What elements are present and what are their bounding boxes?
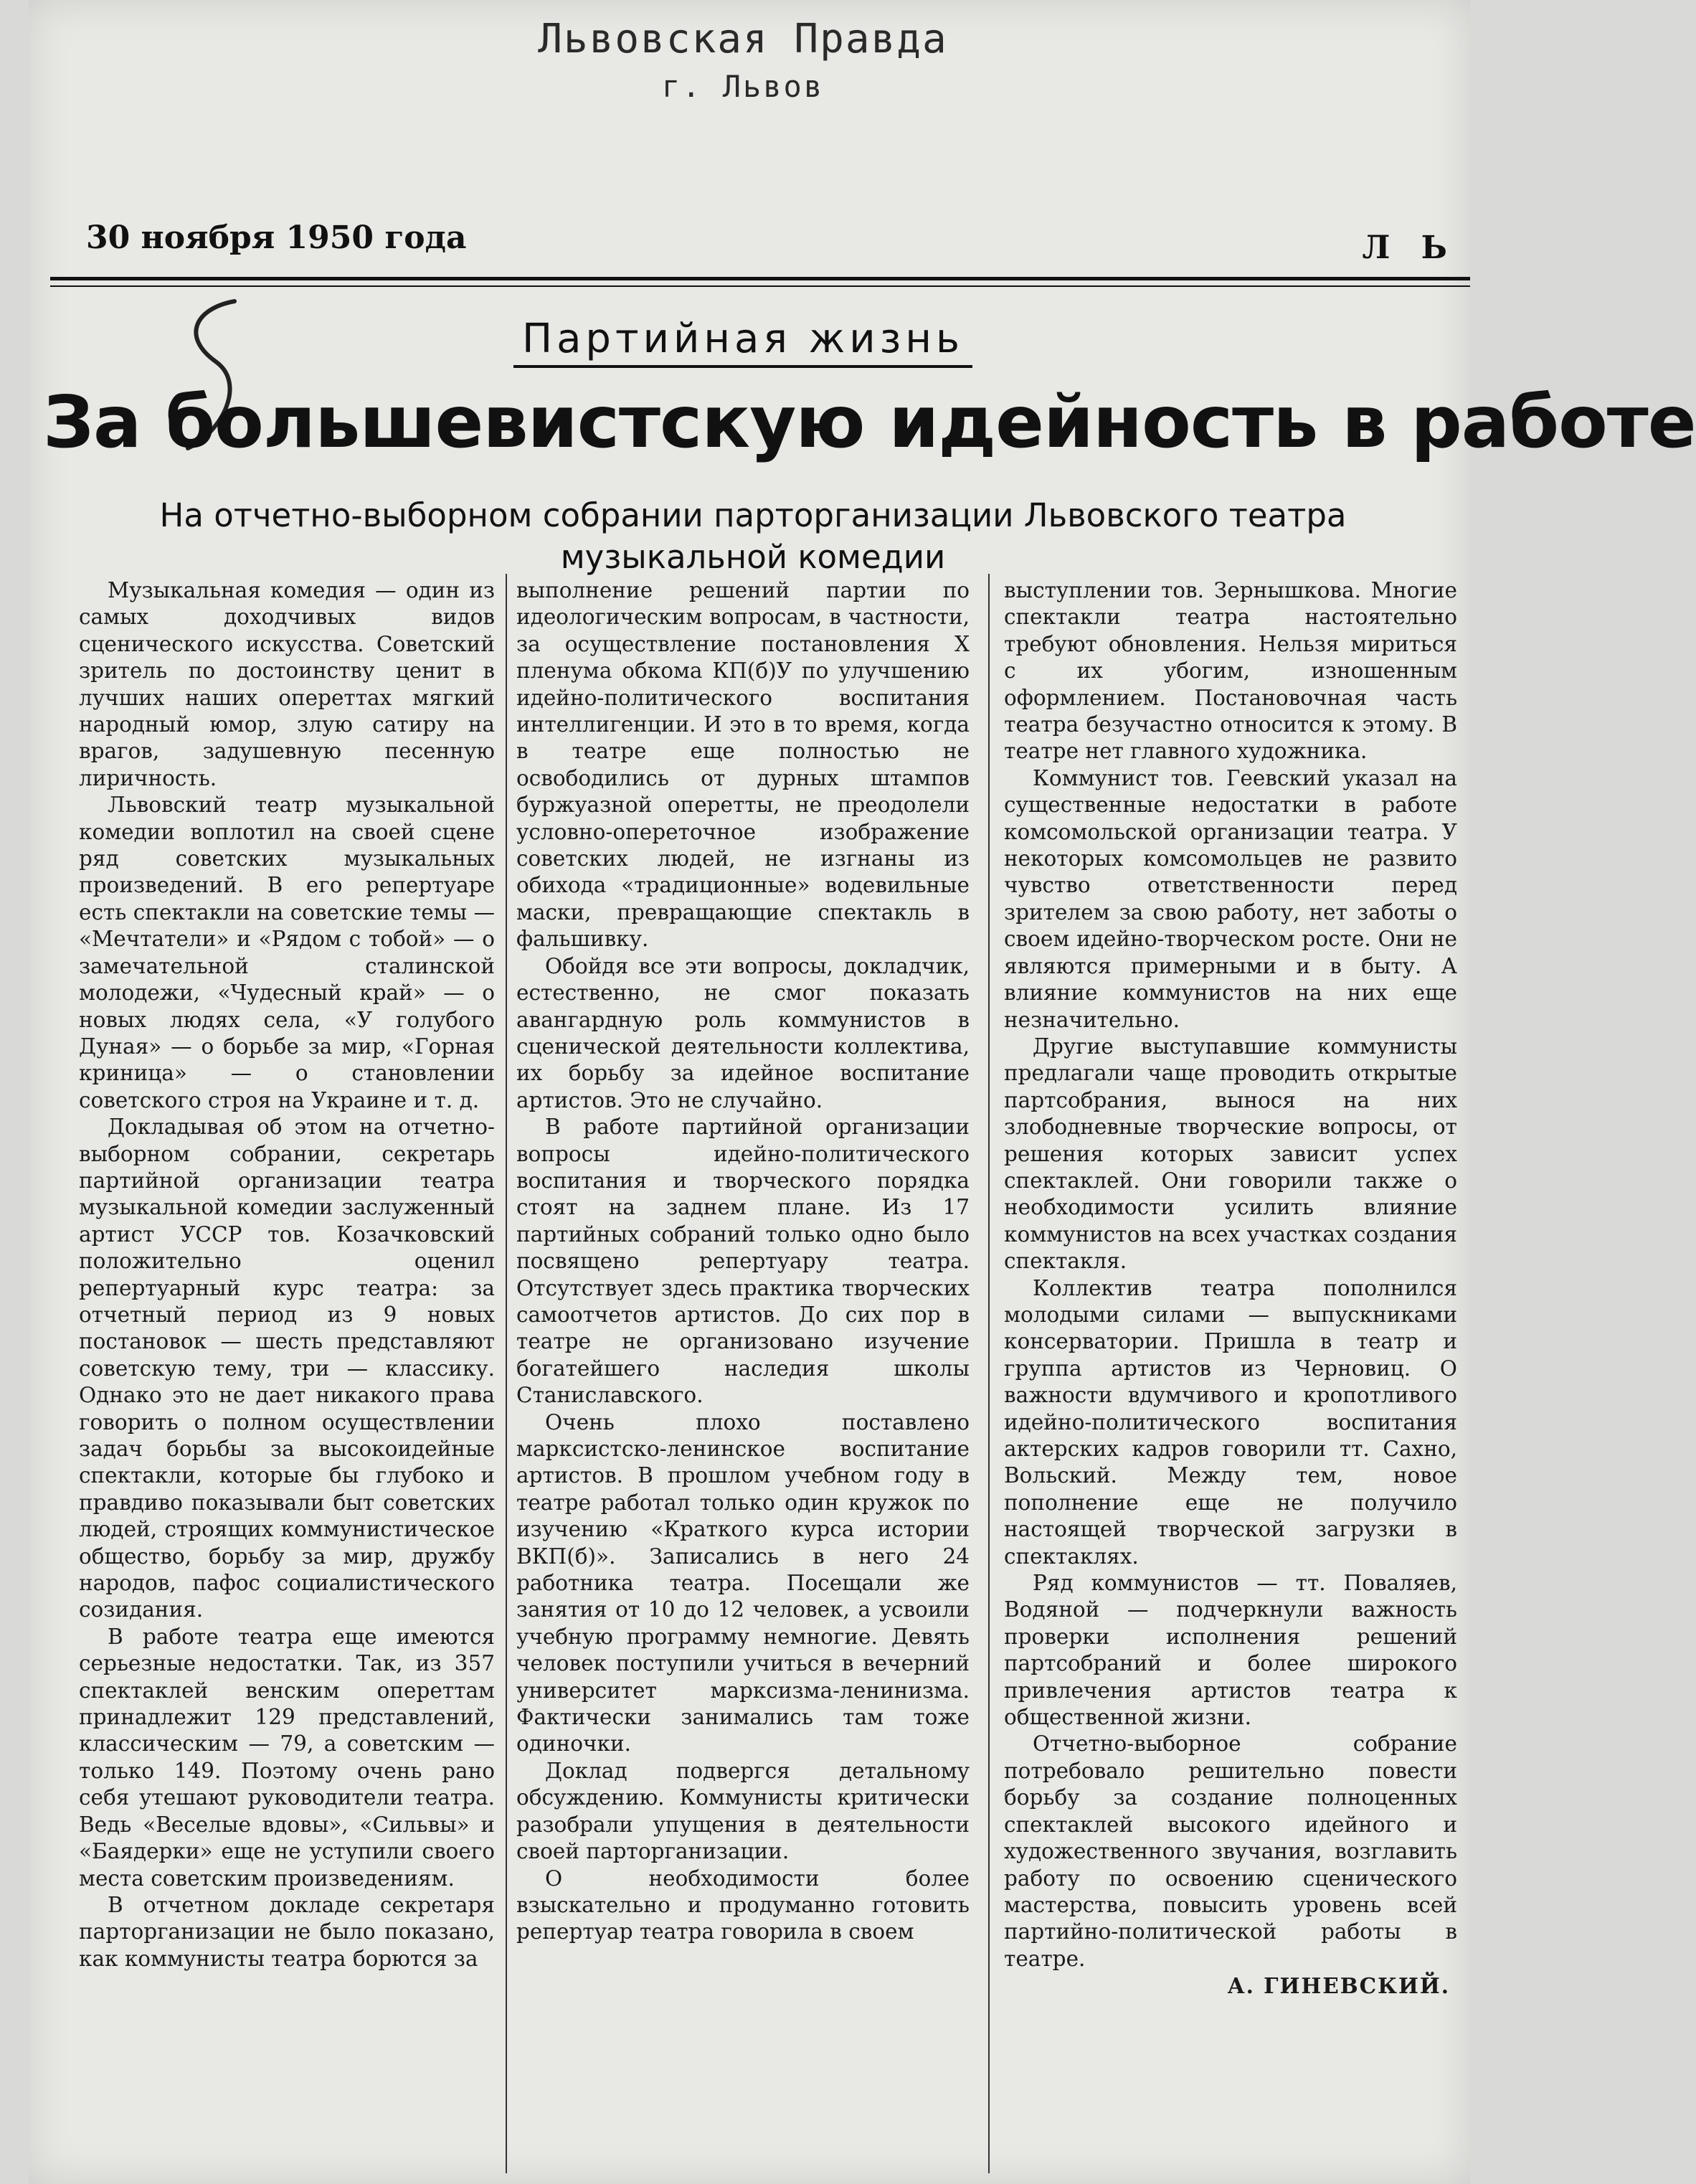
paragraph: Отчетно-выборное собрание потребовало решительно повести борьбу за создание полноценных спектаклей высокого идейного и художественного звучания, возглавить работу по освоению сценического мастерства, повысить уровень всей партийно-политической работы в театре.: [1004, 1731, 1457, 1971]
paragraph: Львовский театр музыкальной комедии воплотил на своей сцене ряд советских музыкальных произведений. В его репертуаре есть спектакли на советские темы — «Мечтатели» и «Рядом с тобой» — о замечательной сталинской молодежи, «Чудесный край» — о новых людях села, «У голубого Дуная» — о борьбе за мир, «Горная криница» — о становлении советского строя на Украине и т. д.: [79, 793, 495, 1112]
rubric-label: Партийная жизнь: [513, 316, 972, 368]
paragraph: Очень плохо поставлено марксистско-ленинское воспитание артистов. В прошлом учебном году в театре работал только один кружок по изучению «Краткого курса истории ВКП(б)». Записались в него 24 работника театра. Посещали же занятия от 10 до 12 человек, а усвоили учебную программу немногие. Девять человек поступили учиться в вечерний университет марксизма-ленинизма. Фактически занимались там тоже одиночки.: [516, 1409, 970, 1757]
paragraph: Ряд коммунистов — тт. Поваляев, Водяной — подчеркнули важность проверки исполнения решений партсобраний и более широкого привлечения артистов театра к общественной жизни.: [1004, 1571, 1457, 1730]
article-column-2: [516, 577, 970, 2166]
masthead-rule-thin: [50, 285, 1470, 287]
paragraph: Докладывая об этом на отчетно-выборном собрании, секретарь партийной организации театра музыкальной комедии заслуженный артист УССР тов. Козачковский положительно оценил репертуарный курс театра: за отчетный период из 9 новых постановок — шесть представляют советскую тему, три — классику. Однако это не дает никакого права говорить о полном осуществлении задач борьбы за высокоидейные спектакли, которые бы глубоко и правдиво показывали быт советских людей, строящих коммунистическое общество, борьбу за мир, дружбу народов, пафос социалистического созидания.: [79, 1115, 495, 1622]
article-headline: За большевистскую идейность в работе: [43, 380, 1696, 464]
paragraph: Другие выступавшие коммунисты предлагали чаще проводить открытые партсобрания, вынося на них злободневные творческие вопросы, от решения которых зависит успех спектаклей. Они говорили также о необходимости усилить влияние коммунистов на всех участках создания спектакля.: [1004, 1034, 1457, 1274]
paragraph: Коммунист тов. Геевский указал на существенные недостатки в работе комсомольской организации театра. У некоторых комсомольцев не развито чувство ответственности перед зрителем за свою работу, нет заботы о своем идейно-творческом росте. Они не являются примерными и в быту. А влияние коммунистов на них еще незначительно.: [1004, 765, 1457, 1032]
masthead-rule-thick: [50, 277, 1470, 280]
masthead-fragment: Л Ь: [1362, 230, 1457, 266]
paragraph: В отчетном докладе секретаря парторганизации не было показано, как коммунисты театра борются за: [79, 1892, 495, 1971]
section-rubric: [0, 316, 1486, 362]
paragraph: Доклад подвергся детальному обсуждению. Коммунисты критически разобрали упущения в деятельности своей парторганизации.: [516, 1758, 970, 1864]
column-divider: [506, 574, 507, 2173]
column-divider: [988, 574, 990, 2173]
article-subheadline: На отчетно-выборном собрании парторганизации Львовского театра музыкальной комедии: [159, 496, 1347, 576]
archive-stamp-newspaper: Львовская Правда: [538, 16, 948, 62]
paragraph: В работе театра еще имеются серьезные недостатки. Так, из 357 спектаклей венским опереттам принадлежит 129 представлений, классическим — 79, а советским — только 149. Поэтому очень рано себя утешают руководители театра. Ведь «Веселые вдовы», «Сильвы» и «Баядерки» еще не уступили своего места советским произведениям.: [79, 1624, 495, 1891]
issue-date: 30 ноября 1950 года: [86, 219, 467, 256]
archive-stamp-city: г. Львов: [661, 69, 825, 104]
paragraph: выступлении тов. Зернышкова. Многие спектакли театра настоятельно требуют обновления. Нельзя мириться с их убогим, изношенным оформлением. Постановочная часть театра безучастно относится к этому. В театре нет главного художника.: [1004, 578, 1457, 764]
article-column-1: [79, 577, 495, 2166]
paragraph: О необходимости более взыскательно и продуманно готовить репертуар театра говорила в своем: [516, 1866, 970, 1944]
author-signature: А. ГИНЕВСКИЙ.: [1227, 1973, 1450, 1999]
paragraph: выполнение решений партии по идеологическим вопросам, в частности, за осуществление постановления X пленума обкома КП(б)У по улучшению идейно-политического воспитания интеллигенции. И это в то время, когда в театре еще полностью не освободились от дурных штампов буржуазной оперетты, не преодолели условно-опереточное изображение советских людей, не изгнаны из обихода «традиционные» водевильные маски, превращающие спектакль в фальшивку.: [516, 578, 970, 952]
paragraph: Музыкальная комедия — один из самых доходчивых видов сценического искусства. Советский зритель по достоинству ценит в лучших наших опереттах мягкий народный юмор, злую сатиру на врагов, задушевную песенную лиричность.: [79, 578, 495, 790]
paragraph: Обойдя все эти вопросы, докладчик, естественно, не смог показать авангардную роль коммунистов в сценической деятельности коллектива, их борьбу за идейное воспитание артистов. Это не случайно.: [516, 953, 970, 1112]
paragraph: Коллектив театра пополнился молодыми силами — выпускниками консерватории. Пришла в театр и группа артистов из Черновиц. О важности вдумчивого и кропотливого идейно-политического воспитания актерских кадров говорили тт. Сахно, Вольский. Между тем, новое пополнение еще не получило настоящей творческой загрузки в спектаклях.: [1004, 1275, 1457, 1569]
paragraph: В работе партийной организации вопросы идейно-политического воспитания и творческого порядка стоят на заднем плане. Из 17 партийных собраний только одно было посвящено репертуару театра. Отсутствует здесь практика творческих самоотчетов артистов. До сих пор в театре не организовано изучение богатейшего наследия школы Станиславского.: [516, 1115, 970, 1408]
article-column-3: [1004, 577, 1457, 2166]
